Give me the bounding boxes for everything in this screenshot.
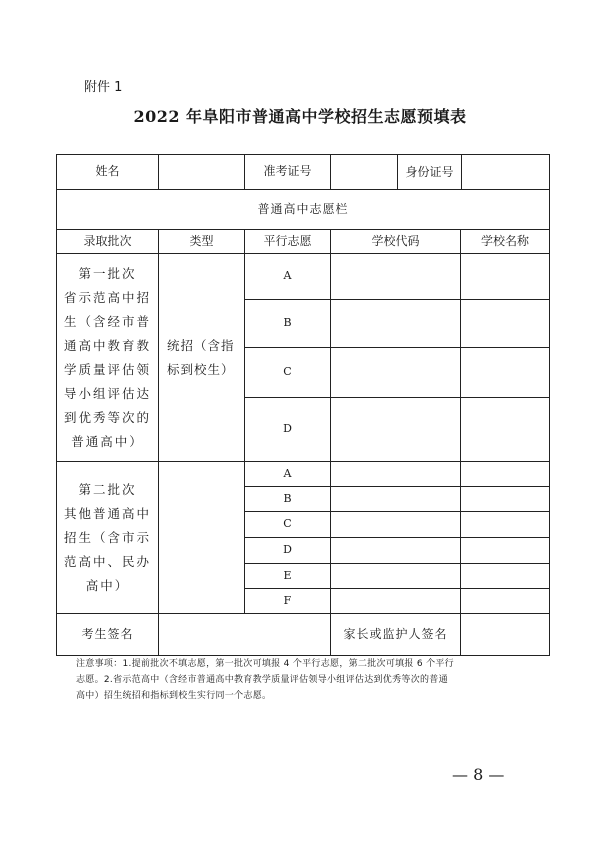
table-row xyxy=(57,462,550,487)
column-header-choice: 平行志愿 xyxy=(245,230,331,254)
school-name-field[interactable] xyxy=(461,487,550,512)
batch2-type-field[interactable] xyxy=(159,462,245,614)
school-name-field[interactable] xyxy=(461,300,550,348)
school-code-field[interactable] xyxy=(331,512,461,538)
batch1-label: 第一批次 省示范高中招 生（含经市普 通高中教育教 学质量评估领 导小组评估达 到优秀等次的 普通高中） xyxy=(57,254,159,462)
batch2-choice-d: D xyxy=(245,538,331,564)
guardian-signature-label: 家长或监护人签名 xyxy=(331,614,461,656)
batch2-label: 第二批次 其他普通高中 招生（含市示 范高中、民办 高中） xyxy=(57,462,159,614)
attachment-label: 附件 1 xyxy=(84,80,123,95)
school-code-field[interactable] xyxy=(331,254,461,300)
school-code-field[interactable] xyxy=(331,589,461,614)
school-name-field[interactable] xyxy=(461,254,550,300)
id-number-field[interactable] xyxy=(462,155,549,189)
table-row xyxy=(57,254,550,300)
school-code-field[interactable] xyxy=(331,462,461,487)
student-signature-field[interactable] xyxy=(159,614,331,656)
column-header-school-code: 学校代码 xyxy=(331,230,461,254)
exam-id-cell xyxy=(331,155,550,190)
section-title: 普通高中志愿栏 xyxy=(57,190,550,230)
name-label: 姓名 xyxy=(57,155,159,190)
school-code-field[interactable] xyxy=(331,398,461,462)
batch2-choice-b: B xyxy=(245,487,331,512)
school-code-field[interactable] xyxy=(331,538,461,564)
guardian-signature-field[interactable] xyxy=(461,614,550,656)
column-header-row xyxy=(57,230,550,254)
page-title: 2022 年阜阳市普通高中学校招生志愿预填表 xyxy=(133,107,467,126)
notes-line: 志愿。2.省示范高中（含经市普通高中教育教学质量评估领导小组评估达到优秀等次的普通 xyxy=(76,675,448,685)
school-name-field[interactable] xyxy=(461,512,550,538)
school-code-field[interactable] xyxy=(331,348,461,398)
student-signature-label: 考生签名 xyxy=(57,614,159,656)
batch1-choice-d: D xyxy=(245,398,331,462)
notes-line: 注意事项：1.提前批次不填志愿，第一批次可填报 4 个平行志愿，第二批次可填报 6 个平行 xyxy=(76,659,454,669)
batch1-choice-c: C xyxy=(245,348,331,398)
batch2-choice-e: E xyxy=(245,564,331,589)
school-name-field[interactable] xyxy=(461,564,550,589)
school-name-field[interactable] xyxy=(461,538,550,564)
page-number: — 8 — xyxy=(452,765,505,784)
school-name-field[interactable] xyxy=(461,398,550,462)
application-form-table xyxy=(56,154,550,656)
school-code-field[interactable] xyxy=(331,564,461,589)
column-header-type: 类型 xyxy=(159,230,245,254)
batch1-choice-b: B xyxy=(245,300,331,348)
school-name-field[interactable] xyxy=(461,589,550,614)
batch2-choice-c: C xyxy=(245,512,331,538)
school-code-field[interactable] xyxy=(331,300,461,348)
school-name-field[interactable] xyxy=(461,462,550,487)
header-row xyxy=(57,155,550,190)
batch1-type: 统招（含指 标到校生） xyxy=(159,254,245,462)
notes xyxy=(76,656,532,704)
exam-number-label: 准考证号 xyxy=(245,155,331,190)
notes-line: 高中）招生统招和指标到校生实行同一个志愿。 xyxy=(76,691,272,701)
batch2-choice-a: A xyxy=(245,462,331,487)
signature-row xyxy=(57,614,550,656)
school-name-field[interactable] xyxy=(461,348,550,398)
batch1-choice-a: A xyxy=(245,254,331,300)
batch2-choice-f: F xyxy=(245,589,331,614)
school-code-field[interactable] xyxy=(331,487,461,512)
column-header-school-name: 学校名称 xyxy=(461,230,550,254)
id-number-label: 身份证号 xyxy=(398,155,462,189)
column-header-batch: 录取批次 xyxy=(57,230,159,254)
exam-number-field[interactable] xyxy=(331,155,398,189)
name-field[interactable] xyxy=(159,155,245,190)
